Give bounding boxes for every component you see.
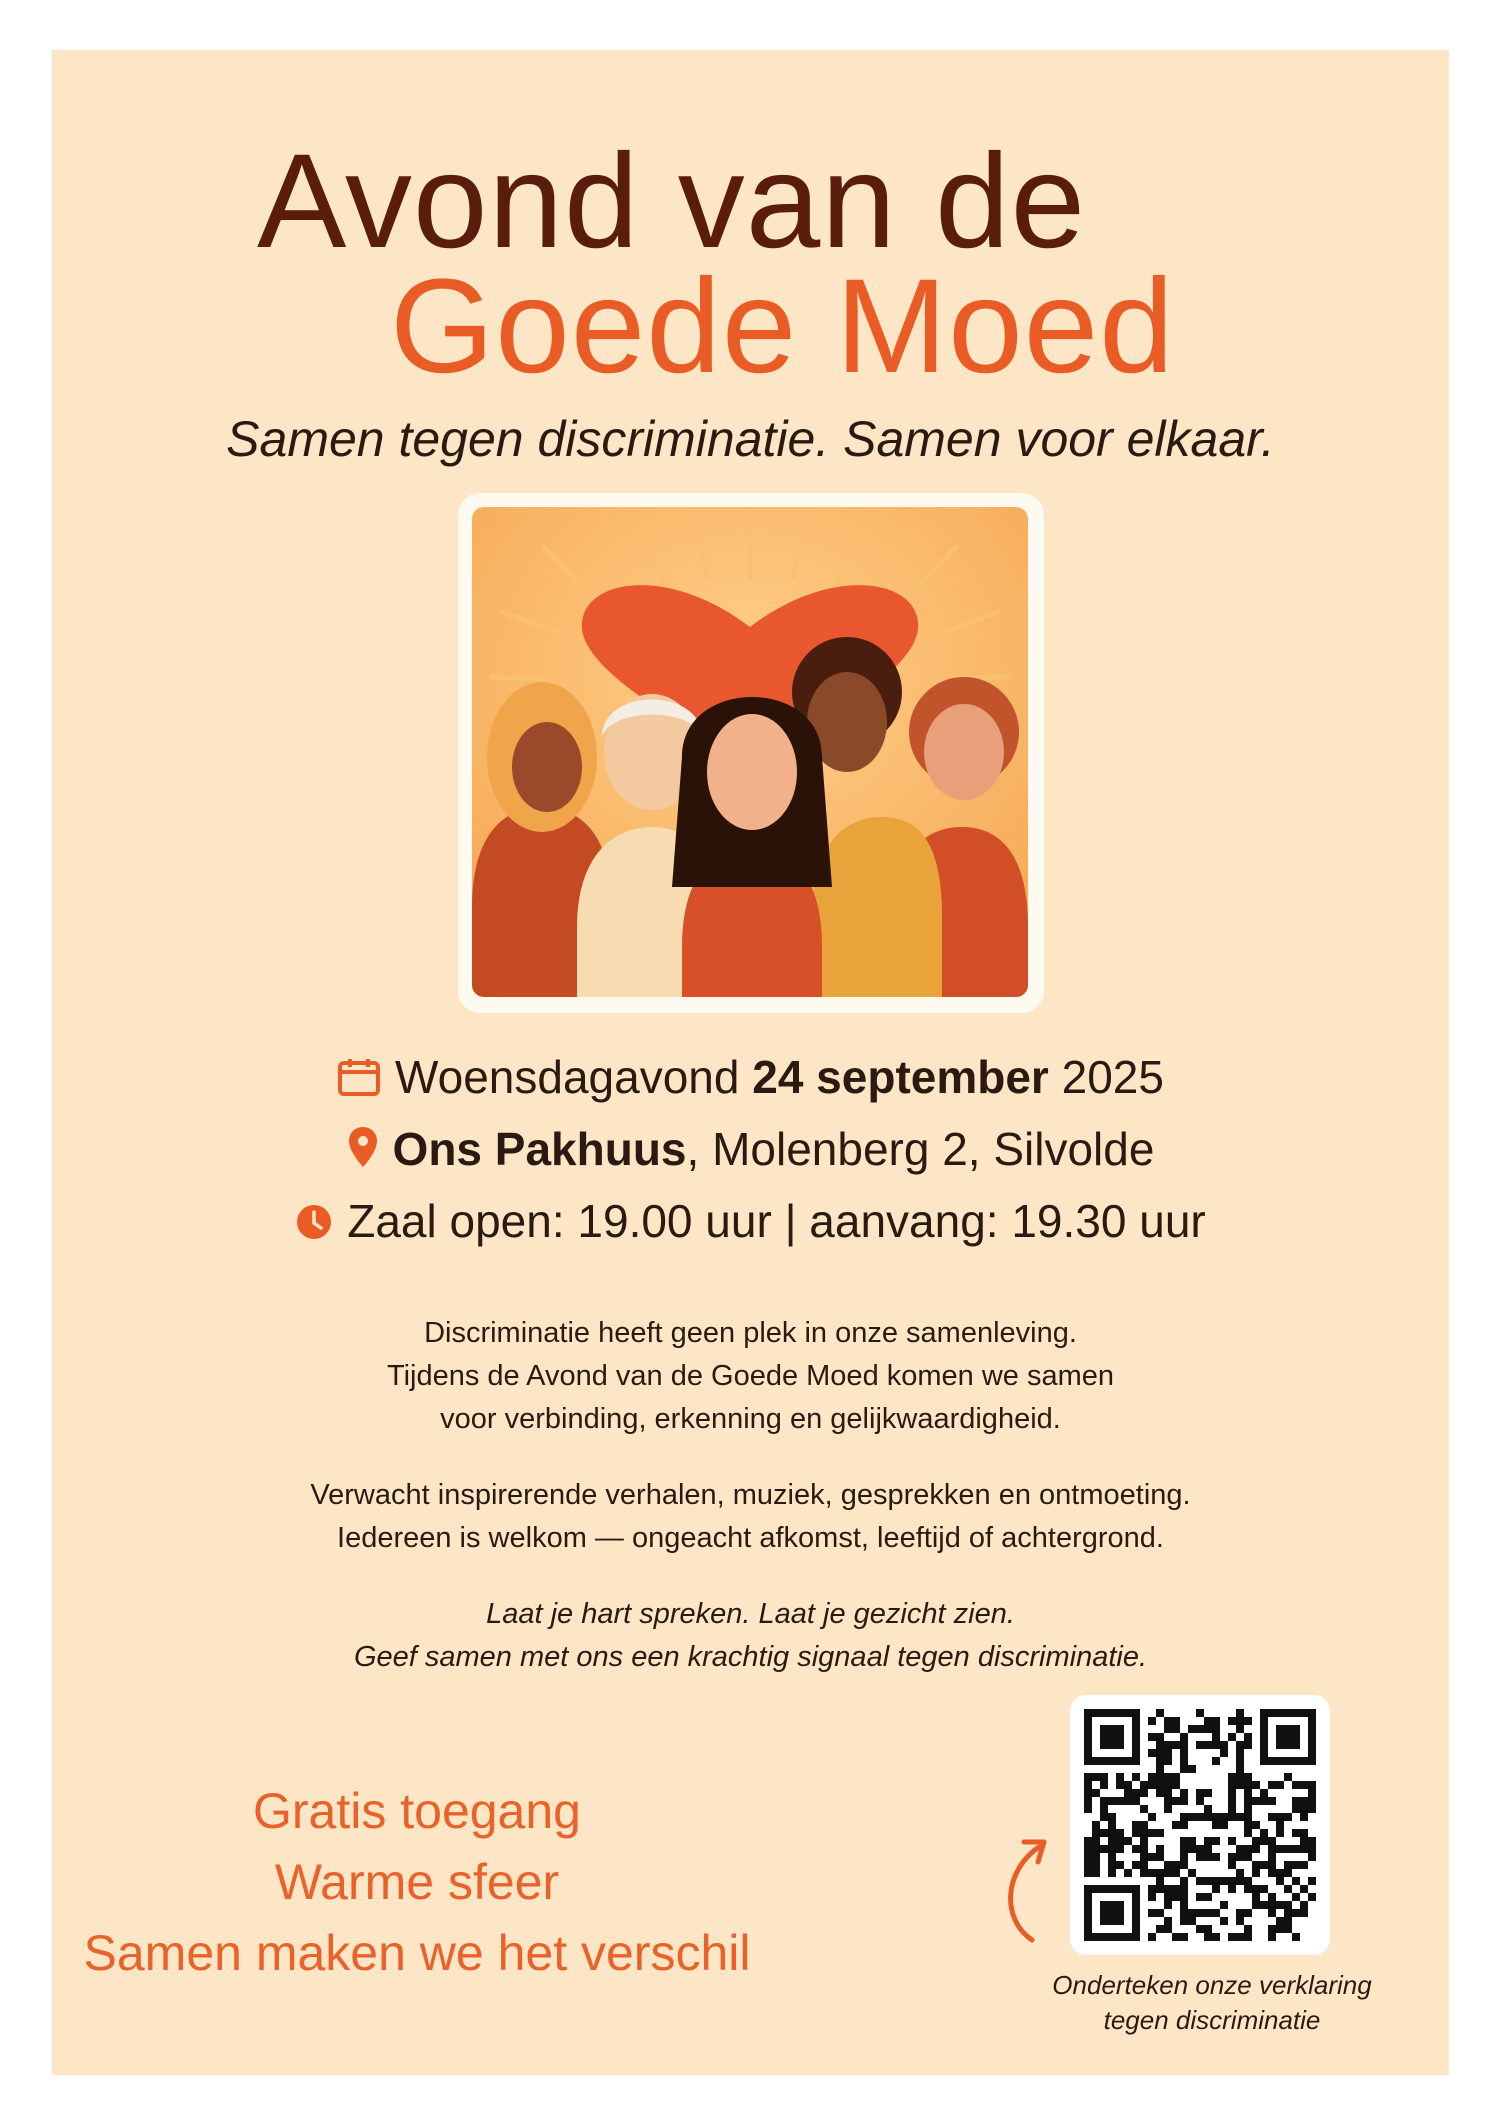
subtitle: Samen tegen discriminatie. Samen voor elkaar. bbox=[226, 411, 1275, 467]
qr-caption-line: tegen discriminatie bbox=[1103, 2005, 1321, 2035]
paragraph-1-line: Discriminatie heeft geen plek in onze samenleving. bbox=[424, 1317, 1077, 1349]
date-prefix: Woensdagavond bbox=[395, 1051, 753, 1103]
qr-caption bbox=[1012, 1968, 1412, 2038]
date-suffix: 2025 bbox=[1048, 1051, 1164, 1103]
location-pin-icon bbox=[347, 1125, 379, 1180]
paragraph-2-line: Verwacht inspirerende verhalen, muziek, gesprekken en ontmoeting. bbox=[310, 1479, 1191, 1511]
paragraph-3 bbox=[52, 1593, 1449, 1679]
people-heart-illustration bbox=[472, 507, 1028, 997]
event-time bbox=[52, 1194, 1449, 1252]
perk-item: Gratis toegang bbox=[253, 1783, 581, 1839]
curved-arrow-icon bbox=[992, 1830, 1062, 1955]
paragraph-3-line: Geef samen met ons een krachtig signaal tegen discriminatie. bbox=[353, 1641, 1148, 1673]
venue-rest: , Molenberg 2, Silvolde bbox=[686, 1123, 1155, 1175]
venue-bold: Ons Pakhuus bbox=[392, 1123, 687, 1175]
paragraph-1 bbox=[52, 1312, 1449, 1441]
calendar-icon bbox=[337, 1054, 381, 1108]
time-text: Zaal open: 19.00 uur | aanvang: 19.30 uur bbox=[347, 1195, 1206, 1247]
illustration-frame bbox=[458, 493, 1044, 1013]
perks-list bbox=[72, 1776, 762, 1989]
perk-item: Samen maken we het verschil bbox=[83, 1925, 751, 1981]
event-date bbox=[52, 1050, 1449, 1108]
qr-caption-line: Onderteken onze verklaring bbox=[1052, 1970, 1372, 2000]
paragraph-2-line: Iedereen is welkom — ongeacht afkomst, leeftijd of achtergrond. bbox=[337, 1522, 1164, 1554]
paragraph-3-line: Laat je hart spreken. Laat je gezicht zien. bbox=[486, 1598, 1015, 1630]
paragraph-1-line: voor verbinding, erkenning en gelijkwaardigheid. bbox=[440, 1403, 1061, 1435]
clock-icon bbox=[295, 1198, 333, 1252]
title-line-1: Avond van de bbox=[257, 127, 1087, 276]
event-venue bbox=[52, 1122, 1449, 1180]
qr-code[interactable] bbox=[1070, 1695, 1330, 1955]
title-line-2: Goede Moed bbox=[390, 252, 1175, 401]
qr-code-icon bbox=[1084, 1709, 1316, 1941]
date-bold: 24 september bbox=[752, 1051, 1049, 1103]
poster bbox=[52, 50, 1449, 2075]
paragraph-2 bbox=[52, 1474, 1449, 1560]
perk-item: Warme sfeer bbox=[274, 1854, 560, 1910]
paragraph-1-line: Tijdens de Avond van de Goede Moed komen we samen bbox=[386, 1360, 1115, 1392]
